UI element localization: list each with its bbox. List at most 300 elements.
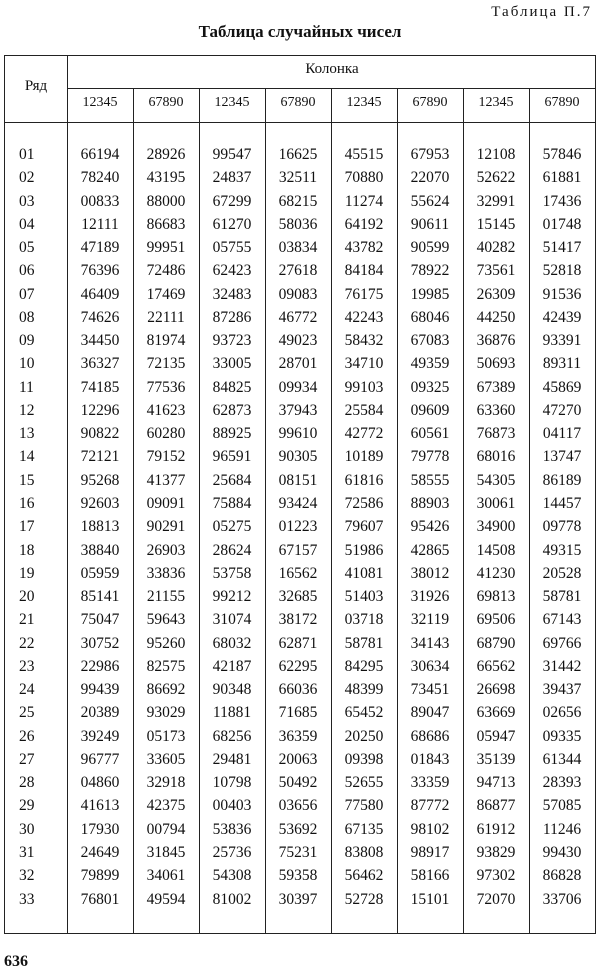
table-cell: 62423 xyxy=(212,262,252,280)
table-cell: 87772 xyxy=(410,797,450,815)
row-number: 29 xyxy=(19,797,35,815)
table-cell: 90291 xyxy=(146,518,186,536)
row-number: 18 xyxy=(19,541,35,559)
table-cell: 40282 xyxy=(476,239,516,257)
table-cell: 17469 xyxy=(146,285,186,303)
row-number: 06 xyxy=(19,262,35,280)
table-cell: 41623 xyxy=(146,401,186,419)
table-cell: 52728 xyxy=(344,890,384,908)
table-cell: 20063 xyxy=(278,750,318,768)
table-cell: 90305 xyxy=(278,448,318,466)
table-cell: 70880 xyxy=(344,169,384,187)
table-cell: 05173 xyxy=(146,727,186,745)
row-number: 24 xyxy=(19,681,35,699)
table-cell: 52622 xyxy=(476,169,516,187)
column-header: 12345 xyxy=(82,95,118,110)
table-cell: 88000 xyxy=(146,192,186,210)
table-cell: 26309 xyxy=(476,285,516,303)
row-number: 26 xyxy=(19,727,35,745)
column-header: 12345 xyxy=(214,95,250,110)
table-cell: 09398 xyxy=(344,750,384,768)
table-cell: 99547 xyxy=(212,146,252,163)
table-row xyxy=(5,516,597,539)
table-cell: 66194 xyxy=(80,146,120,163)
table-cell: 61816 xyxy=(344,471,384,489)
table-cell: 30397 xyxy=(278,890,318,908)
table-row xyxy=(5,330,597,353)
row-number: 21 xyxy=(19,611,35,629)
table-cell: 86877 xyxy=(476,797,516,815)
table-cell: 95260 xyxy=(146,634,186,652)
table-cell: 67389 xyxy=(476,378,516,396)
table-row xyxy=(5,377,597,400)
table-row xyxy=(5,842,597,865)
table-row xyxy=(5,540,597,563)
table-cell: 04860 xyxy=(80,774,120,792)
column-header: 67890 xyxy=(280,95,316,110)
table-cell: 69766 xyxy=(542,634,582,652)
row-number: 08 xyxy=(19,308,35,326)
table-cell: 19985 xyxy=(410,285,450,303)
table-cell: 17436 xyxy=(542,192,582,210)
table-cell: 76801 xyxy=(80,890,120,908)
table-cell: 82575 xyxy=(146,657,186,675)
table-row xyxy=(5,307,597,330)
table-row xyxy=(5,191,597,214)
table-cell: 72586 xyxy=(344,494,384,512)
header-divider xyxy=(67,88,595,89)
table-cell: 49359 xyxy=(410,355,450,373)
table-cell: 61270 xyxy=(212,215,252,233)
table-cell: 33005 xyxy=(212,355,252,373)
table-cell: 09325 xyxy=(410,378,450,396)
table-cell: 50693 xyxy=(476,355,516,373)
row-number: 04 xyxy=(19,215,35,233)
table-cell: 86683 xyxy=(146,215,186,233)
table-cell: 68016 xyxy=(476,448,516,466)
table-cell: 93829 xyxy=(476,843,516,861)
table-cell: 57846 xyxy=(542,146,582,163)
table-cell: 38012 xyxy=(410,564,450,582)
table-cell: 87286 xyxy=(212,308,252,326)
column-header: 12345 xyxy=(346,95,382,110)
table-cell: 27618 xyxy=(278,262,318,280)
table-cell: 86189 xyxy=(542,471,582,489)
column-group-header: Колонка xyxy=(305,61,359,77)
row-number: 15 xyxy=(19,471,35,489)
table-cell: 11881 xyxy=(212,704,252,722)
table-cell: 09778 xyxy=(542,518,582,536)
table-cell: 42865 xyxy=(410,541,450,559)
table-cell: 93029 xyxy=(146,704,186,722)
table-cell: 04117 xyxy=(542,425,582,443)
table-cell: 03656 xyxy=(278,797,318,815)
table-row xyxy=(5,260,597,283)
table-cell: 71685 xyxy=(278,704,318,722)
table-cell: 74185 xyxy=(80,378,120,396)
table-cell: 25584 xyxy=(344,401,384,419)
table-row xyxy=(5,795,597,818)
table-row xyxy=(5,400,597,423)
table-cell: 32918 xyxy=(146,774,186,792)
table-cell: 62871 xyxy=(278,634,318,652)
table-cell: 00833 xyxy=(80,192,120,210)
table-cell: 09091 xyxy=(146,494,186,512)
table-cell: 09934 xyxy=(278,378,318,396)
table-cell: 32685 xyxy=(278,588,318,606)
table-cell: 68256 xyxy=(212,727,252,745)
table-cell: 00403 xyxy=(212,797,252,815)
table-row xyxy=(5,214,597,237)
table-cell: 31926 xyxy=(410,588,450,606)
table-row xyxy=(5,726,597,749)
table-cell: 66036 xyxy=(278,681,318,699)
table-cell: 16625 xyxy=(278,146,318,163)
table-cell: 67083 xyxy=(410,332,450,350)
table-cell: 47189 xyxy=(80,239,120,257)
table-cell: 28393 xyxy=(542,774,582,792)
table-row xyxy=(5,144,597,167)
table-cell: 72135 xyxy=(146,355,186,373)
table-cell: 10189 xyxy=(344,448,384,466)
table-row xyxy=(5,563,597,586)
table-row xyxy=(5,702,597,725)
row-number: 31 xyxy=(19,843,35,861)
table-cell: 12111 xyxy=(81,215,119,233)
table-cell: 30752 xyxy=(80,634,120,652)
table-cell: 43195 xyxy=(146,169,186,187)
row-number: 32 xyxy=(19,867,35,885)
table-cell: 89047 xyxy=(410,704,450,722)
row-number: 23 xyxy=(19,657,35,675)
table-cell: 20250 xyxy=(344,727,384,745)
table-cell: 49315 xyxy=(542,541,582,559)
table-cell: 37943 xyxy=(278,401,318,419)
table-cell: 22111 xyxy=(147,308,185,326)
table-cell: 68686 xyxy=(410,727,450,745)
table-cell: 33836 xyxy=(146,564,186,582)
table-label: Таблица П.7 xyxy=(491,4,592,20)
table-title: Таблица случайных чисел xyxy=(198,22,402,41)
table-cell: 96591 xyxy=(212,448,252,466)
table-cell: 93723 xyxy=(212,332,252,350)
table-cell: 97302 xyxy=(476,867,516,885)
table-cell: 46409 xyxy=(80,285,120,303)
table-cell: 36327 xyxy=(80,355,120,373)
table-cell: 99430 xyxy=(542,843,582,861)
table-cell: 43782 xyxy=(344,239,384,257)
table-cell: 41613 xyxy=(80,797,120,815)
row-number: 07 xyxy=(19,285,35,303)
table-cell: 86692 xyxy=(146,681,186,699)
row-number: 01 xyxy=(19,146,35,163)
table-cell: 45515 xyxy=(344,146,384,163)
column-header: 67890 xyxy=(148,95,184,110)
table-cell: 11246 xyxy=(542,820,582,838)
table-cell: 51403 xyxy=(344,588,384,606)
table-row xyxy=(5,423,597,446)
table-cell: 41230 xyxy=(476,564,516,582)
table-cell: 72121 xyxy=(80,448,120,466)
table-cell: 90822 xyxy=(80,425,120,443)
table-cell: 09609 xyxy=(410,401,450,419)
table-cell: 85141 xyxy=(80,588,120,606)
table-cell: 17930 xyxy=(80,820,120,838)
table-cell: 58555 xyxy=(410,471,450,489)
table-cell: 30634 xyxy=(410,657,450,675)
table-cell: 53692 xyxy=(278,820,318,838)
table-cell: 05275 xyxy=(212,518,252,536)
table-cell: 24837 xyxy=(212,169,252,187)
table-cell: 00794 xyxy=(146,820,186,838)
table-cell: 79152 xyxy=(146,448,186,466)
table-cell: 44250 xyxy=(476,308,516,326)
table-cell: 99212 xyxy=(212,588,252,606)
table-cell: 31074 xyxy=(212,611,252,629)
table-cell: 42772 xyxy=(344,425,384,443)
table-row xyxy=(5,889,597,912)
table-cell: 26698 xyxy=(476,681,516,699)
table-cell: 69506 xyxy=(476,611,516,629)
table-cell: 88903 xyxy=(410,494,450,512)
table-cell: 41081 xyxy=(344,564,384,582)
table-cell: 29481 xyxy=(212,750,252,768)
table-cell: 88925 xyxy=(212,425,252,443)
table-cell: 86828 xyxy=(542,867,582,885)
row-number: 12 xyxy=(19,401,35,419)
table-cell: 99439 xyxy=(80,681,120,699)
table-row xyxy=(5,493,597,516)
table-row xyxy=(5,167,597,190)
row-number: 16 xyxy=(19,494,35,512)
table-cell: 67143 xyxy=(542,611,582,629)
table-cell: 99610 xyxy=(278,425,318,443)
table-cell: 75884 xyxy=(212,494,252,512)
table-cell: 02656 xyxy=(542,704,582,722)
table-cell: 62295 xyxy=(278,657,318,675)
table-cell: 39437 xyxy=(542,681,582,699)
column-header: 12345 xyxy=(478,95,514,110)
table-cell: 58781 xyxy=(344,634,384,652)
table-cell: 66562 xyxy=(476,657,516,675)
table-row xyxy=(5,609,597,632)
table-cell: 59358 xyxy=(278,867,318,885)
table-cell: 67953 xyxy=(410,146,450,163)
table-cell: 75047 xyxy=(80,611,120,629)
table-cell: 22986 xyxy=(80,657,120,675)
table-cell: 75231 xyxy=(278,843,318,861)
table-cell: 77536 xyxy=(146,378,186,396)
table-cell: 61912 xyxy=(476,820,516,838)
table-cell: 65452 xyxy=(344,704,384,722)
table-cell: 20389 xyxy=(80,704,120,722)
table-cell: 33359 xyxy=(410,774,450,792)
row-number: 27 xyxy=(19,750,35,768)
table-cell: 28701 xyxy=(278,355,318,373)
table-row xyxy=(5,470,597,493)
row-number: 03 xyxy=(19,192,35,210)
table-cell: 63669 xyxy=(476,704,516,722)
table-body xyxy=(5,144,597,912)
table-cell: 38840 xyxy=(80,541,120,559)
table-cell: 31442 xyxy=(542,657,582,675)
row-number: 25 xyxy=(19,704,35,722)
table-row xyxy=(5,656,597,679)
row-number: 13 xyxy=(19,425,35,443)
table-row xyxy=(5,749,597,772)
table-cell: 33605 xyxy=(146,750,186,768)
table-cell: 93391 xyxy=(542,332,582,350)
table-row xyxy=(5,633,597,656)
table-cell: 79778 xyxy=(410,448,450,466)
table-cell: 83808 xyxy=(344,843,384,861)
table-cell: 34061 xyxy=(146,867,186,885)
table-cell: 90599 xyxy=(410,239,450,257)
table-cell: 95426 xyxy=(410,518,450,536)
table-cell: 33706 xyxy=(542,890,582,908)
table-cell: 41377 xyxy=(146,471,186,489)
table-cell: 09335 xyxy=(542,727,582,745)
table-cell: 72070 xyxy=(476,890,516,908)
table-cell: 61881 xyxy=(542,169,582,187)
table-cell: 34710 xyxy=(344,355,384,373)
table-cell: 21155 xyxy=(146,588,186,606)
table-cell: 08151 xyxy=(278,471,318,489)
table-cell: 68790 xyxy=(476,634,516,652)
row-number: 05 xyxy=(19,239,35,257)
table-cell: 20528 xyxy=(542,564,582,582)
table-cell: 45869 xyxy=(542,378,582,396)
table-cell: 60280 xyxy=(146,425,186,443)
table-cell: 49594 xyxy=(146,890,186,908)
table-cell: 76396 xyxy=(80,262,120,280)
table-cell: 64192 xyxy=(344,215,384,233)
table-cell: 15145 xyxy=(476,215,516,233)
table-cell: 67157 xyxy=(278,541,318,559)
table-cell: 46772 xyxy=(278,308,318,326)
table-cell: 36359 xyxy=(278,727,318,745)
table-cell: 79607 xyxy=(344,518,384,536)
table-cell: 01843 xyxy=(410,750,450,768)
table-cell: 18813 xyxy=(80,518,120,536)
table-cell: 11274 xyxy=(344,192,384,210)
table-cell: 50492 xyxy=(278,774,318,792)
table-row xyxy=(5,353,597,376)
row-number: 10 xyxy=(19,355,35,373)
table-cell: 78240 xyxy=(80,169,120,187)
table-cell: 03834 xyxy=(278,239,318,257)
table-cell: 72486 xyxy=(146,262,186,280)
table-cell: 32991 xyxy=(476,192,516,210)
table-cell: 42439 xyxy=(542,308,582,326)
table-cell: 12108 xyxy=(476,146,516,163)
table-cell: 12296 xyxy=(80,401,120,419)
table-cell: 58166 xyxy=(410,867,450,885)
table-cell: 15101 xyxy=(410,890,450,908)
table-cell: 03718 xyxy=(344,611,384,629)
row-number: 22 xyxy=(19,634,35,652)
table-cell: 31845 xyxy=(146,843,186,861)
table-cell: 99951 xyxy=(146,239,186,257)
row-number: 19 xyxy=(19,564,35,582)
column-header: 67890 xyxy=(544,95,580,110)
table-cell: 91536 xyxy=(542,285,582,303)
table-cell: 69813 xyxy=(476,588,516,606)
table-cell: 24649 xyxy=(80,843,120,861)
table-cell: 01223 xyxy=(278,518,318,536)
table-cell: 61344 xyxy=(542,750,582,768)
page-number: 636 xyxy=(4,953,28,970)
table-cell: 62873 xyxy=(212,401,252,419)
table-cell: 99103 xyxy=(344,378,384,396)
table-cell: 53758 xyxy=(212,564,252,582)
table-cell: 48399 xyxy=(344,681,384,699)
table-cell: 63360 xyxy=(476,401,516,419)
row-number: 17 xyxy=(19,518,35,536)
row-number: 28 xyxy=(19,774,35,792)
table-cell: 79899 xyxy=(80,867,120,885)
table-cell: 84295 xyxy=(344,657,384,675)
table-cell: 05959 xyxy=(80,564,120,582)
table-cell: 05755 xyxy=(212,239,252,257)
column-header: 67890 xyxy=(412,95,448,110)
table-cell: 53836 xyxy=(212,820,252,838)
table-cell: 58781 xyxy=(542,588,582,606)
table-cell: 74626 xyxy=(80,308,120,326)
table-cell: 73451 xyxy=(410,681,450,699)
table-cell: 96777 xyxy=(80,750,120,768)
table-cell: 52655 xyxy=(344,774,384,792)
table-cell: 51986 xyxy=(344,541,384,559)
table-cell: 95268 xyxy=(80,471,120,489)
row-number: 20 xyxy=(19,588,35,606)
table-cell: 98917 xyxy=(410,843,450,861)
table-cell: 90611 xyxy=(410,215,450,233)
table-cell: 92603 xyxy=(80,494,120,512)
table-cell: 55624 xyxy=(410,192,450,210)
table-cell: 49023 xyxy=(278,332,318,350)
table-cell: 94713 xyxy=(476,774,516,792)
table-cell: 35139 xyxy=(476,750,516,768)
table-cell: 30061 xyxy=(476,494,516,512)
table-cell: 58036 xyxy=(278,215,318,233)
table-row xyxy=(5,865,597,888)
table-cell: 77580 xyxy=(344,797,384,815)
table-cell: 52818 xyxy=(542,262,582,280)
table-cell: 28624 xyxy=(212,541,252,559)
table-cell: 76873 xyxy=(476,425,516,443)
row-number: 02 xyxy=(19,169,35,187)
table-row xyxy=(5,586,597,609)
table-row xyxy=(5,237,597,260)
table-cell: 78922 xyxy=(410,262,450,280)
table-cell: 68032 xyxy=(212,634,252,652)
table-cell: 60561 xyxy=(410,425,450,443)
table-cell: 42187 xyxy=(212,657,252,675)
table-row xyxy=(5,819,597,842)
table-cell: 54305 xyxy=(476,471,516,489)
table-row xyxy=(5,284,597,307)
table-cell: 42375 xyxy=(146,797,186,815)
random-numbers-table xyxy=(4,55,596,934)
table-cell: 67299 xyxy=(212,192,252,210)
table-cell: 54308 xyxy=(212,867,252,885)
table-cell: 09083 xyxy=(278,285,318,303)
table-row xyxy=(5,772,597,795)
table-cell: 81974 xyxy=(146,332,186,350)
table-cell: 68215 xyxy=(278,192,318,210)
table-cell: 05947 xyxy=(476,727,516,745)
